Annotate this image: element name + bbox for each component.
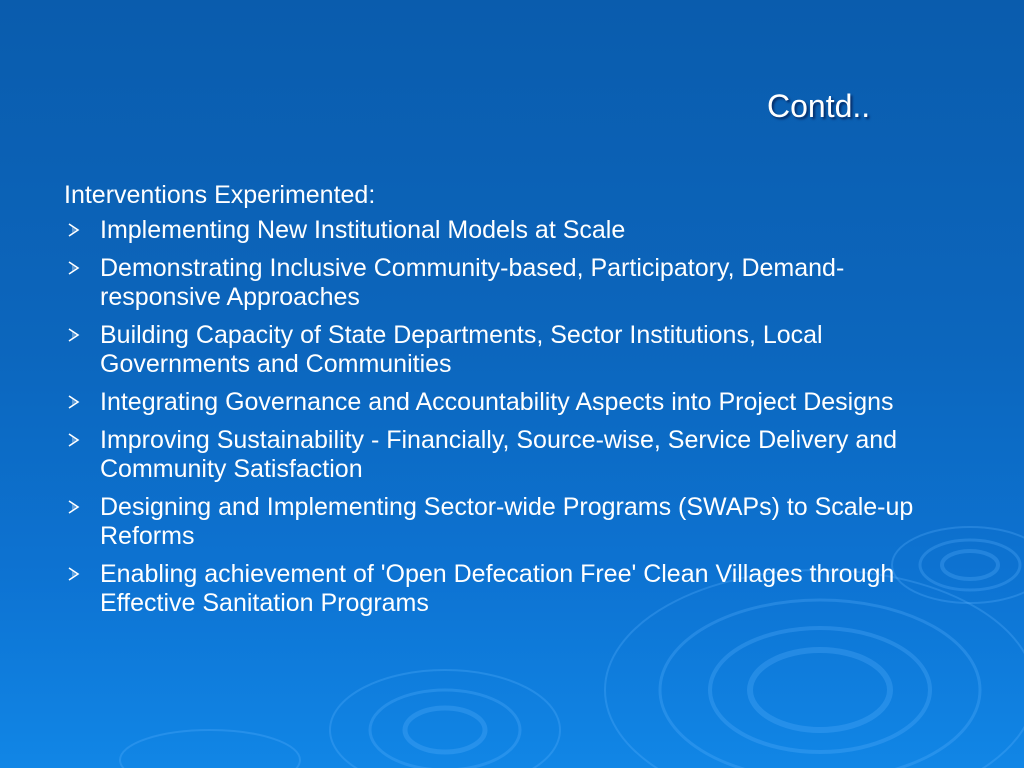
list-item [64,560,964,618]
arrow-bullet-icon [64,430,84,450]
list-item [64,254,964,312]
bullet-text: Implementing New Institutional Models at Scale [100,216,626,244]
bullet-text: Enabling achievement of 'Open Defecation Free' Clean Villages through Effective Sanitation Programs [100,560,895,617]
slide-body [64,180,964,627]
list-item [64,321,964,379]
bullet-text: Improving Sustainability - Financially, Source-wise, Service Delivery and Community Satisfaction [100,426,898,483]
intro-heading: Interventions Experimented: [64,181,376,209]
list-item [64,388,964,417]
bullet-text: Building Capacity of State Departments, Sector Institutions, Local Governments and Communities [100,321,823,378]
arrow-bullet-icon [64,392,84,412]
arrow-bullet-icon [64,325,84,345]
arrow-bullet-icon [64,497,84,517]
arrow-bullet-icon [64,258,84,278]
arrow-bullet-icon [64,220,84,240]
bullet-text: Designing and Implementing Sector-wide Programs (SWAPs) to Scale-up Reforms [100,493,914,550]
list-item [64,426,964,484]
bullet-list [64,216,964,618]
bullet-text: Demonstrating Inclusive Community-based, Participatory, Demand-responsive Approaches [100,254,845,311]
list-item [64,493,964,551]
list-item [64,216,964,245]
arrow-bullet-icon [64,564,84,584]
slide-title: Contd.. [767,88,871,124]
bullet-text: Integrating Governance and Accountability Aspects into Project Designs [100,388,894,416]
